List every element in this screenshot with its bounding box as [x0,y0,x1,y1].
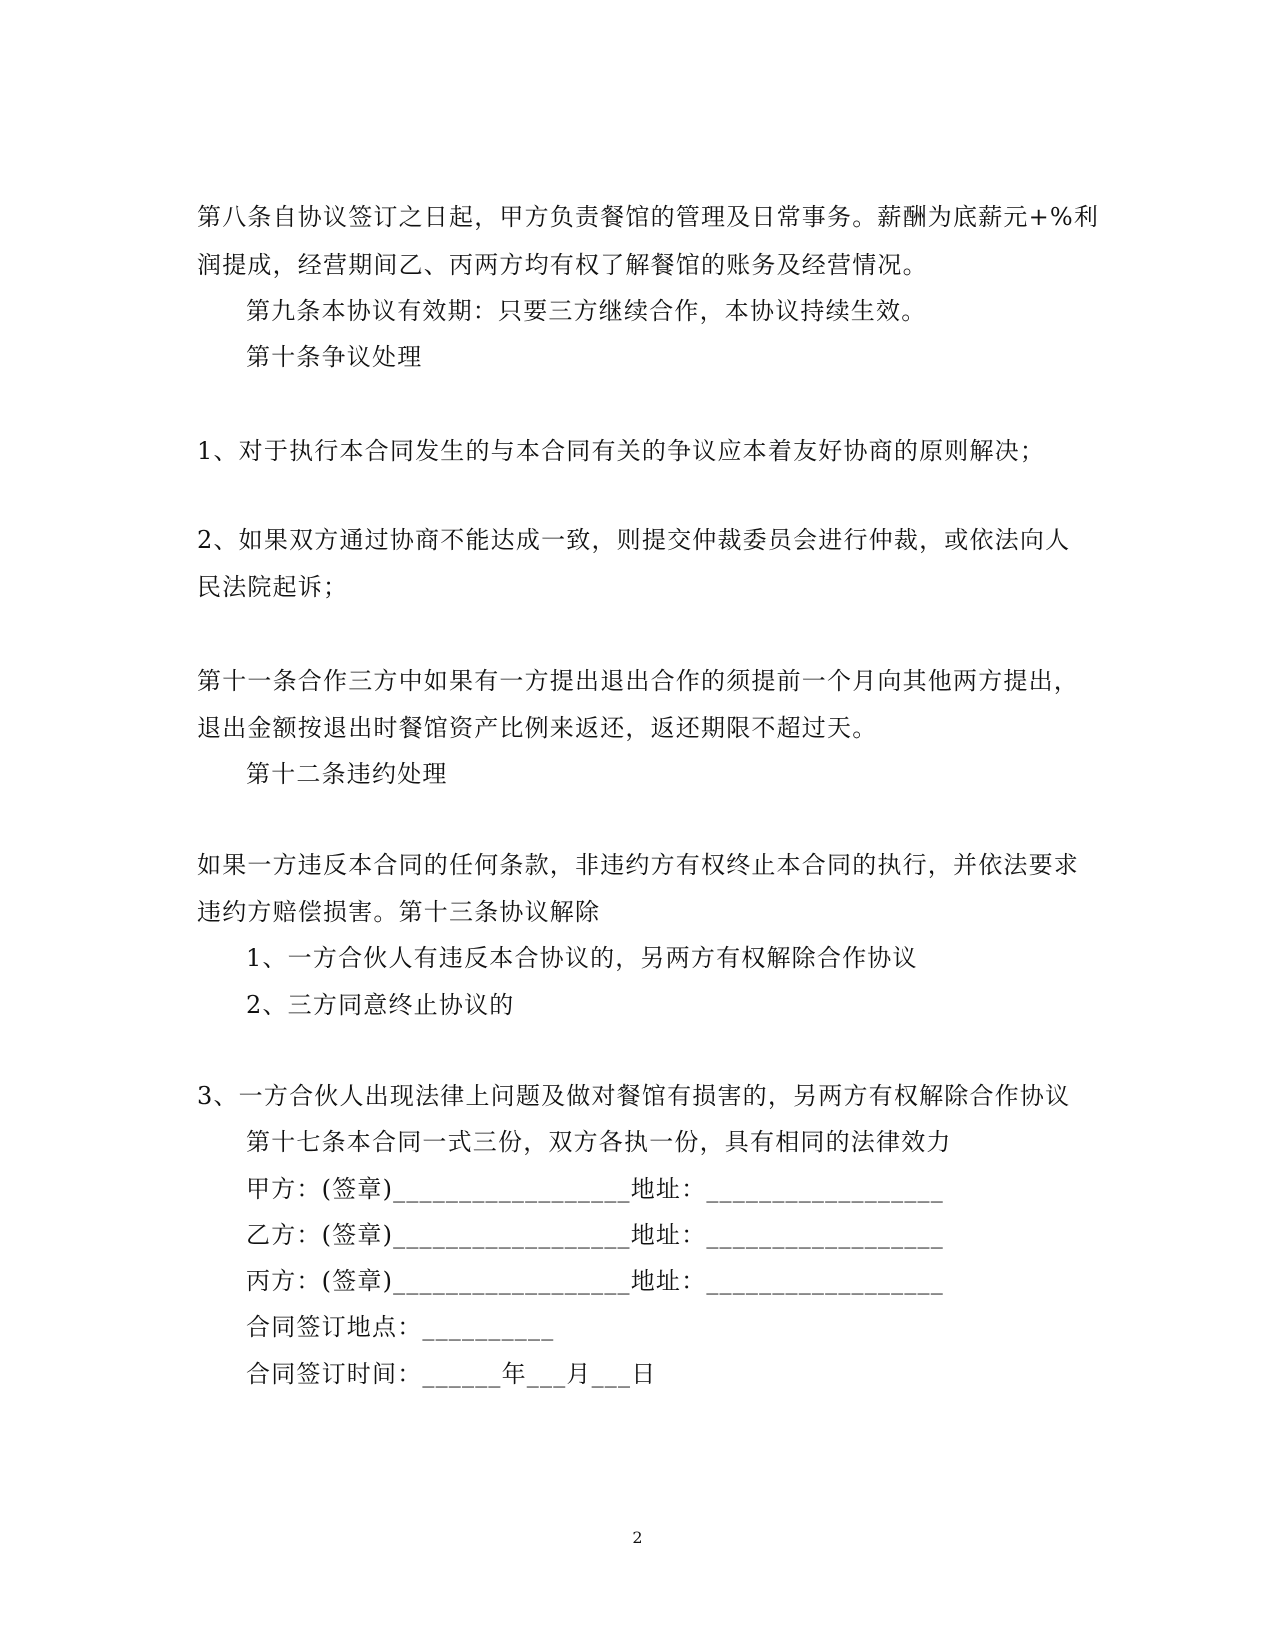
party-b-signature-line: 乙方：(签章)__________________地址：__________________ [246,1221,944,1249]
breach-clause-line-1: 如果一方违反本合同的任何条款，非违约方有权终止本合同的执行，并依法要求 [197,851,1079,879]
party-a-signature-line: 甲方：(签章)__________________地址：__________________ [246,1175,944,1203]
article-10-heading: 第十条争议处理 [246,343,423,371]
dispute-clause-1: 1、对于执行本合同发生的与本合同有关的争议应本着友好协商的原则解决； [197,437,1046,465]
termination-clause-1: 1、一方合伙人有违反本合协议的，另两方有权解除合作协议 [246,944,918,972]
termination-clause-3: 3、一方合伙人出现法律上问题及做对餐馆有损害的，另两方有权解除合作协议 [197,1082,1071,1110]
breach-clause-line-2: 违约方赔偿损害。第十三条协议解除 [197,898,601,926]
article-8-line-2: 润提成，经营期间乙、丙两方均有权了解餐馆的账务及经营情况。 [197,251,928,279]
party-c-signature-line: 丙方：(签章)__________________地址：__________________ [246,1267,944,1295]
article-11-line-2: 退出金额按退出时餐馆资产比例来返还，返还期限不超过天。 [197,714,878,742]
termination-clause-2: 2、三方同意终止协议的 [246,991,515,1019]
article-17: 第十七条本合同一式三份，双方各执一份，具有相同的法律效力 [246,1128,952,1156]
article-9: 第九条本协议有效期：只要三方继续合作，本协议持续生效。 [246,297,927,325]
page-number: 2 [632,1528,643,1547]
article-8-line-1: 第八条自协议签订之日起，甲方负责餐馆的管理及日常事务。薪酬为底薪元+%利 [197,203,1100,231]
dispute-clause-2-line-2: 民法院起诉； [197,573,349,601]
signing-date-line: 合同签订时间：______年___月___日 [246,1360,657,1388]
article-11-line-1: 第十一条合作三方中如果有一方提出退出合作的须提前一个月向其他两方提出， [197,667,1079,695]
dispute-clause-2-line-1: 2、如果双方通过协商不能达成一致，则提交仲裁委员会进行仲裁，或依法向人 [197,526,1071,554]
signing-place-line: 合同签订地点：__________ [246,1313,555,1341]
article-12-heading: 第十二条违约处理 [246,760,448,788]
